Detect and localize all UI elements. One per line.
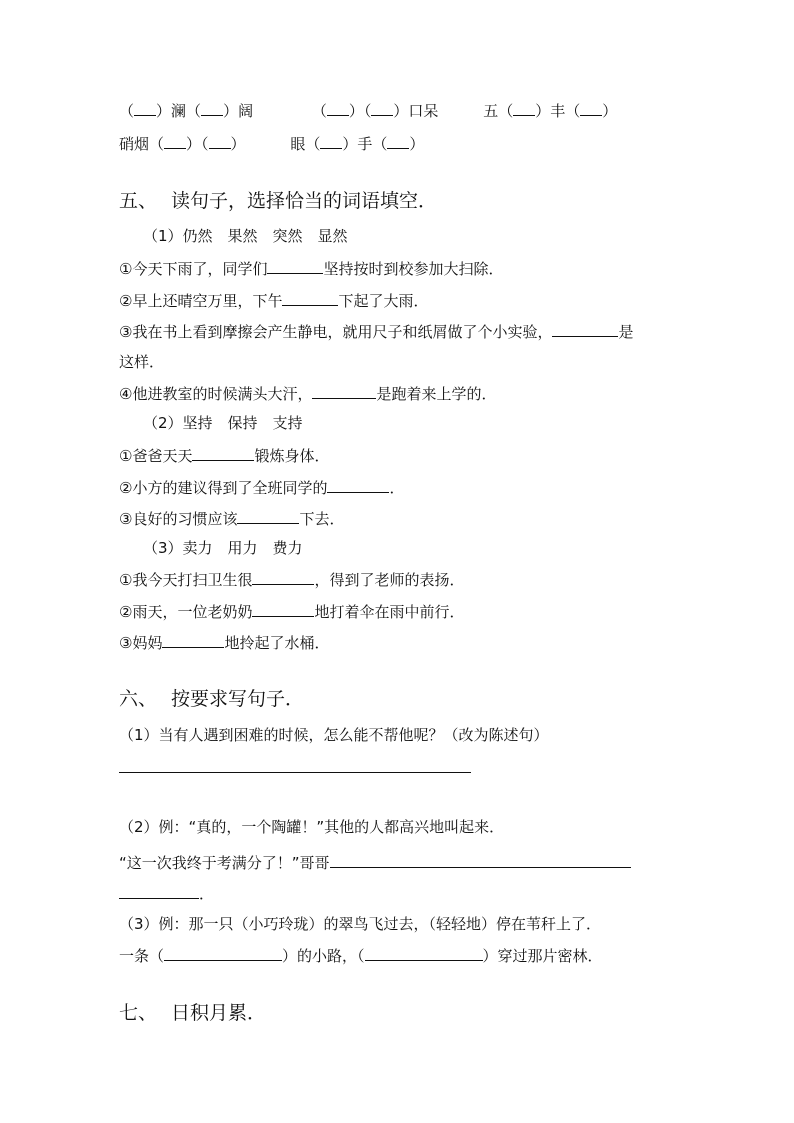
blank[interactable] bbox=[164, 133, 186, 149]
question-3: （3）例：那一只（小巧玲珑）的翠鸟飞过去，（轻轻地）停在苇秆上了． bbox=[119, 915, 602, 933]
question-line: ③良好的习惯应该 下去． bbox=[119, 510, 345, 528]
blank[interactable] bbox=[513, 100, 535, 116]
question-line: ②小方的建议得到了全班同学的 ． bbox=[119, 479, 405, 497]
idiom-4: 硝烟（ ）（ ） bbox=[119, 135, 246, 153]
group-3-label: （3）卖力 用力 费力 bbox=[143, 539, 303, 557]
question-2-sentence: “这一次我终于考满分了！”哥哥 bbox=[119, 852, 631, 873]
idiom-1: （ ）澜（ ）阔 bbox=[119, 102, 254, 120]
blank[interactable] bbox=[312, 383, 376, 399]
question-line: ①我今天打扫卫生很 ，得到了老师的表扬． bbox=[119, 571, 465, 589]
idiom-row-2 bbox=[119, 133, 424, 154]
group-2-label: （2）坚持 保持 支持 bbox=[143, 414, 303, 432]
question-line: ②雨天，一位老奶奶 地打着伞在雨中前行． bbox=[119, 603, 465, 621]
question-continuation: 这样． bbox=[119, 353, 165, 371]
answer-blank[interactable] bbox=[330, 852, 631, 868]
blank[interactable] bbox=[320, 133, 342, 149]
blank[interactable] bbox=[162, 632, 224, 648]
question-3-sentence: 一条（ ）的小路，（ ）穿过那片密林． bbox=[119, 947, 603, 965]
blank[interactable] bbox=[282, 290, 338, 306]
idiom-3: 五（ ）丰（ ） bbox=[483, 102, 618, 120]
blank[interactable] bbox=[365, 945, 483, 961]
question-line: ③妈妈 地拎起了水桶． bbox=[119, 634, 330, 652]
blank[interactable] bbox=[387, 133, 409, 149]
section-7-heading: 七、 日积月累． bbox=[119, 1002, 267, 1024]
blank[interactable] bbox=[237, 508, 299, 524]
blank[interactable] bbox=[580, 100, 602, 116]
blank[interactable] bbox=[327, 100, 349, 116]
answer-blank[interactable] bbox=[119, 883, 199, 899]
idiom-5: 眼（ ）手（ ） bbox=[290, 135, 425, 153]
question-line: ①今天下雨了，同学们 坚持按时到校参加大扫除． bbox=[119, 260, 504, 278]
blank[interactable] bbox=[267, 258, 323, 274]
question-line: ③我在书上看到摩擦会产生静电，就用尺子和纸屑做了个小实验， 是 bbox=[119, 323, 634, 341]
blank[interactable] bbox=[134, 100, 156, 116]
blank[interactable] bbox=[371, 100, 393, 116]
group-1-label: （1）仍然 果然 突然 显然 bbox=[143, 227, 348, 245]
question-line: ④他进教室的时候满头大汗， 是跑着来上学的． bbox=[119, 385, 497, 403]
blank[interactable] bbox=[164, 945, 282, 961]
question-line: ①爸爸天天 锻炼身体． bbox=[119, 447, 330, 465]
question-1: （1）当有人遇到困难的时候，怎么能不帮他呢？（改为陈述句） bbox=[119, 726, 549, 744]
answer-line[interactable] bbox=[119, 772, 471, 773]
question-2: （2）例：“真的，一个陶罐！”其他的人都高兴地叫起来． bbox=[119, 818, 505, 836]
blank[interactable] bbox=[209, 133, 231, 149]
question-2-cont: ． bbox=[119, 883, 214, 904]
blank[interactable] bbox=[552, 321, 618, 337]
section-6-heading: 六、 按要求写句子． bbox=[119, 688, 305, 710]
blank[interactable] bbox=[252, 569, 314, 585]
section-5-heading: 五、 读句子，选择恰当的词语填空． bbox=[119, 190, 438, 212]
blank[interactable] bbox=[252, 601, 314, 617]
blank[interactable] bbox=[192, 445, 254, 461]
question-line: ②早上还晴空万里，下午 下起了大雨． bbox=[119, 292, 429, 310]
blank[interactable] bbox=[327, 477, 389, 493]
blank[interactable] bbox=[201, 100, 223, 116]
idiom-row-1 bbox=[119, 100, 617, 121]
idiom-2: （ ）（ ）口呆 bbox=[311, 102, 439, 120]
